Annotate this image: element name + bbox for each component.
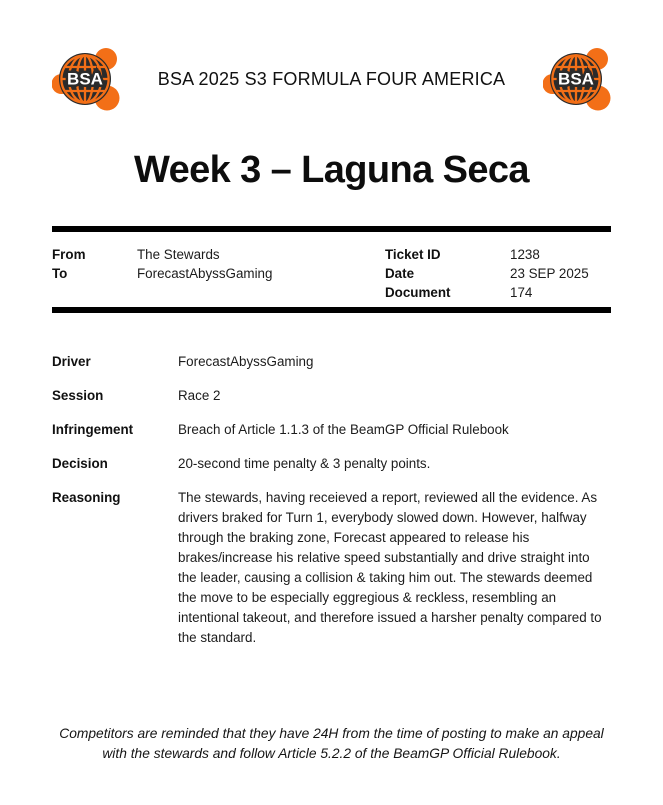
bsa-logo-text: BSA bbox=[67, 69, 103, 89]
detail-label: Reasoning bbox=[52, 490, 121, 505]
bsa-logo-text: BSA bbox=[558, 69, 594, 89]
detail-row-infringement bbox=[52, 420, 611, 440]
detail-row-driver bbox=[52, 352, 611, 372]
meta-block bbox=[52, 232, 611, 307]
meta-label: Ticket ID bbox=[385, 247, 441, 262]
appeal-notice: Competitors are reminded that they have 24H from the time of posting to make an appeal with the stewards and follow Article 5.2.2 of the BeamGP Official Rulebook. bbox=[59, 726, 604, 761]
divider-bottom bbox=[52, 307, 611, 313]
meta-label: Document bbox=[385, 285, 451, 300]
bsa-logo-left-icon bbox=[52, 45, 120, 113]
meta-value: 174 bbox=[510, 285, 533, 300]
detail-value: Race 2 bbox=[178, 388, 221, 403]
meta-value: 23 SEP 2025 bbox=[510, 266, 589, 281]
meta-value: The Stewards bbox=[137, 247, 220, 262]
detail-row-session bbox=[52, 386, 611, 406]
detail-label: Decision bbox=[52, 456, 108, 471]
decision-details bbox=[52, 352, 611, 648]
series-title: BSA 2025 S3 FORMULA FOUR AMERICA bbox=[157, 68, 506, 89]
meta-label: To bbox=[52, 266, 68, 281]
page-title: Week 3 – Laguna Seca bbox=[134, 149, 529, 191]
meta-row-from bbox=[52, 245, 385, 264]
detail-row-reasoning bbox=[52, 488, 611, 648]
bsa-logo-right-icon bbox=[543, 45, 611, 113]
meta-row-date bbox=[385, 264, 611, 283]
meta-left-column bbox=[52, 245, 385, 302]
detail-row-decision bbox=[52, 454, 611, 474]
detail-value: Breach of Article 1.1.3 of the BeamGP Official Rulebook bbox=[178, 422, 509, 437]
detail-value: The stewards, having receieved a report, reviewed all the evidence. As drivers braked for Turn 1, everybody slowed down. However, halfway through the braking zone, Forecast appeared to release his brakes/increase his relative speed substantially and drive straight into the leader, causing a collision & taking him out. The stewards deemed the move to be especially eggregious & reckless, resembling an intentional takeout, and therefore issued a harsher penalty compared to the standard. bbox=[178, 490, 602, 645]
masthead bbox=[52, 45, 611, 113]
meta-value: ForecastAbyssGaming bbox=[137, 266, 273, 281]
meta-row-document bbox=[385, 283, 611, 302]
meta-row-to bbox=[52, 264, 385, 283]
detail-label: Infringement bbox=[52, 422, 134, 437]
meta-right-column bbox=[385, 245, 611, 302]
detail-value: ForecastAbyssGaming bbox=[178, 354, 314, 369]
meta-row-ticket-id bbox=[385, 245, 611, 264]
meta-value: 1238 bbox=[510, 247, 540, 262]
detail-value: 20-second time penalty & 3 penalty points. bbox=[178, 456, 431, 471]
detail-label: Driver bbox=[52, 354, 91, 369]
meta-label: From bbox=[52, 247, 86, 262]
meta-label: Date bbox=[385, 266, 415, 281]
detail-label: Session bbox=[52, 388, 104, 403]
